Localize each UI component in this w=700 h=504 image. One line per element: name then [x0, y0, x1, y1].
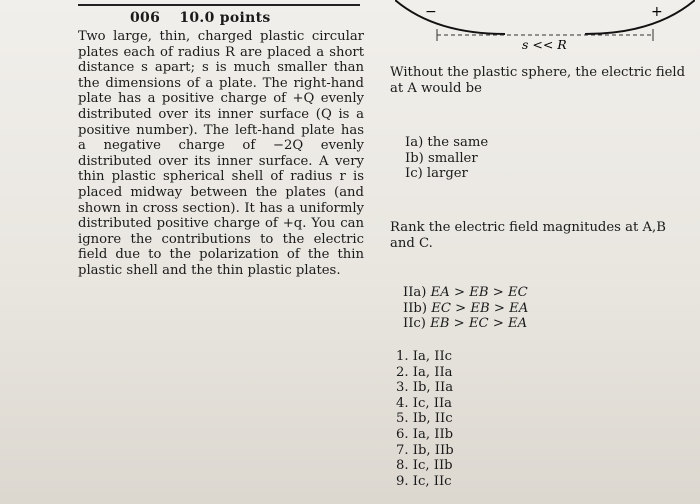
answer-choice[interactable]: 2. Ia, IIa: [396, 364, 453, 380]
option-ia: Ia) the same: [405, 135, 489, 150]
option-iib-label: IIb): [403, 300, 428, 316]
answer-choice[interactable]: 7. Ib, IIb: [396, 442, 454, 458]
problem-points: 10.0 points: [179, 10, 271, 26]
answer-choice[interactable]: 9. Ic, IIc: [396, 473, 452, 489]
left-plate-curve: [395, 0, 505, 34]
option-iic-expr: EB > EC > EA: [430, 316, 528, 332]
option-iic-label: IIc): [403, 316, 426, 332]
option-ic: Ic) larger: [405, 166, 468, 182]
problem-statement: Two large, thin, charged plastic circular plates each of radius R are placed a short distance s apart; s is much smaller than the dimensions of a plate. The right-hand plate has a positive charge of +Q evenly distributed over its inner surface (Q is a positive number). The left-hand plate has a negative charge of −2Q evenly distributed over its inner surface. A very thin plastic spherical shell of radius r is placed midway between the plates (and shown in cross section). It has a uniformly distributed positive charge of +q. You can ignore the contributions to the electric field due to the polarization of the thin plastic shell and the thin plastic plates.: [78, 29, 364, 278]
top-rule: [78, 4, 360, 6]
question2-options: [403, 285, 528, 332]
option-iic: [403, 316, 528, 332]
answer-choice[interactable]: 4. Ic, IIa: [396, 395, 453, 411]
option-iib-expr: EC > EB > EA: [431, 300, 529, 316]
answer-choice[interactable]: 3. Ib, IIa: [396, 380, 454, 396]
option-ib: Ib) smaller: [405, 150, 478, 166]
answer-choices: [396, 349, 454, 489]
answer-choice[interactable]: 8. Ic, IIb: [396, 458, 453, 474]
gap-label: s << R: [522, 37, 567, 52]
answer-choice[interactable]: 5. Ib, IIc: [396, 411, 453, 427]
plates-figure: [395, 0, 695, 60]
option-iia-expr: EA > EB > EC: [430, 285, 528, 300]
problem-header: [130, 10, 285, 26]
option-iia-label: IIa): [403, 285, 427, 300]
problem-number: 006: [130, 10, 161, 26]
answer-choice[interactable]: 1. Ia, IIc: [396, 349, 453, 364]
question1-text: Without the plastic sphere, the electric field at A would be: [390, 65, 686, 96]
question1-options: [405, 135, 488, 182]
question2-text: Rank the electric field magnitudes at A,B and C.: [390, 220, 666, 251]
right-plate-curve: [585, 0, 695, 34]
option-iib: [403, 301, 528, 317]
answer-choice[interactable]: 6. Ia, IIb: [396, 426, 454, 442]
option-iia: [403, 285, 528, 301]
minus-sign: −: [425, 4, 437, 20]
plus-sign: +: [651, 4, 663, 20]
